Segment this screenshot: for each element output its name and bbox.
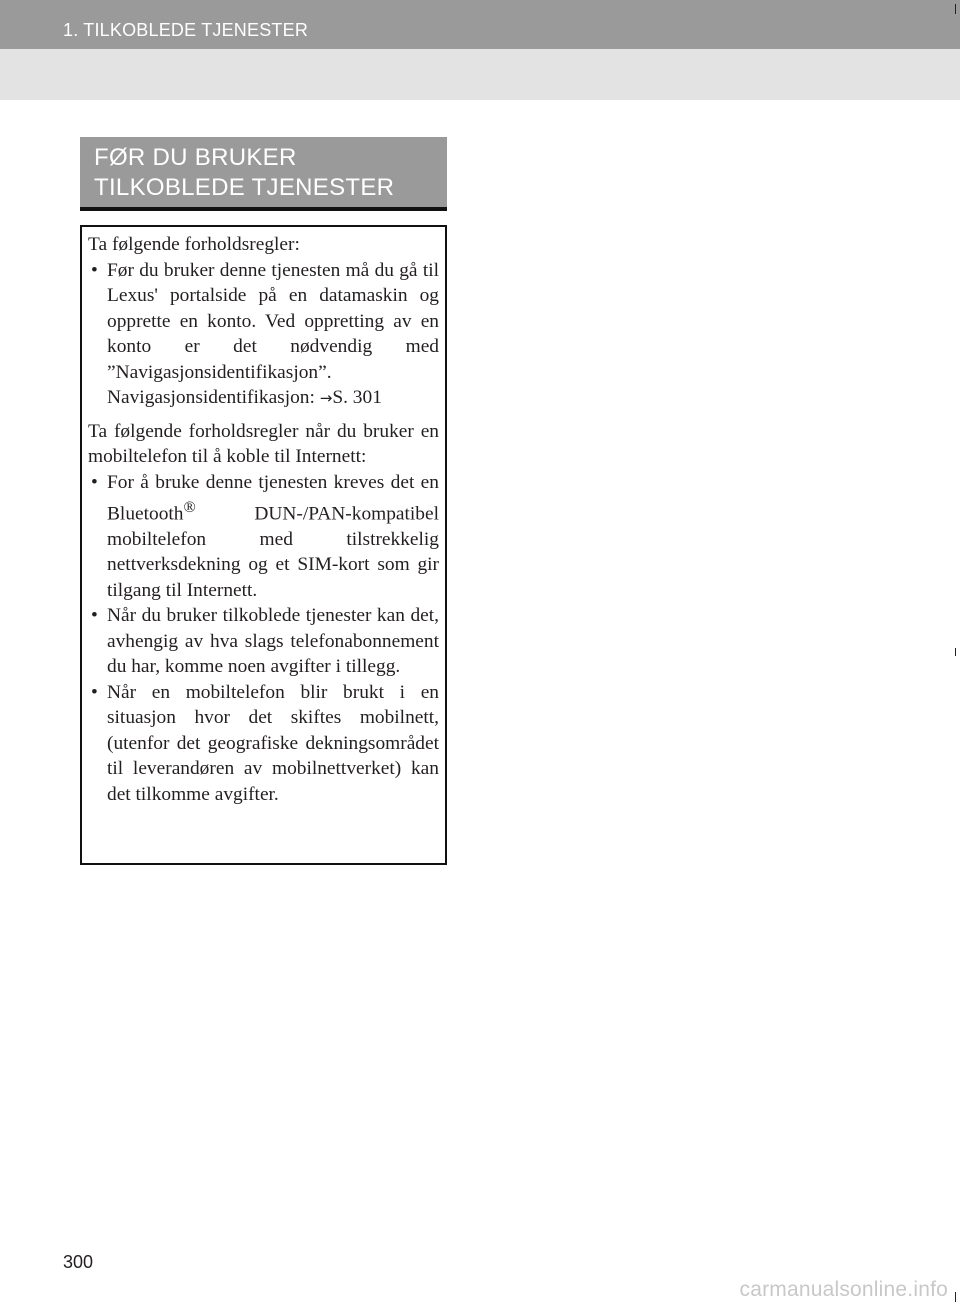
reference-page-link[interactable]: S. 301 bbox=[332, 387, 382, 408]
subheader-bar bbox=[0, 49, 960, 100]
bullet-icon: • bbox=[91, 681, 98, 703]
crop-mark bbox=[955, 1292, 956, 1302]
crop-mark bbox=[955, 648, 956, 656]
site-watermark: carmanualsonline.info bbox=[739, 1278, 948, 1301]
section-heading bbox=[80, 137, 447, 211]
list-item bbox=[88, 603, 439, 680]
page-number: 300 bbox=[63, 1252, 94, 1272]
bullet-text-start: For å bruke denne tjenesten kreves det en Bluetooth bbox=[107, 471, 439, 525]
list-item bbox=[88, 680, 439, 808]
chapter-title: 1. TILKOBLEDE TJENESTER bbox=[63, 20, 309, 40]
bullet-icon: • bbox=[91, 605, 98, 627]
bullet-icon: • bbox=[91, 259, 98, 281]
bullet-text: Når du bruker tilkoblede tjenester kan det, avhengig av hva slags telefonabonnement du har, komme noen avgifter i tillegg. bbox=[107, 605, 439, 678]
header-bar bbox=[0, 0, 960, 49]
page-reference[interactable] bbox=[107, 385, 439, 412]
bullet-text-end: DUN-/PAN-kompatibel mobiltelefon med tilstrekkelig nettverksdekning og et SIM-kort som gir tilgang til Internett. bbox=[107, 503, 439, 601]
bullet-text: Når en mobiltelefon blir brukt i en situasjon hvor det skiftes mobilnett, (utenfor det geografiske dekningsområdet til leverandøren av mobilnettverket) kan det tilkomme avgifter. bbox=[107, 681, 439, 805]
registered-mark: ® bbox=[183, 499, 196, 516]
bullet-list-2 bbox=[88, 470, 439, 808]
precautions-box bbox=[80, 225, 447, 865]
intro-paragraph-1: Ta følgende forholdsregler: bbox=[88, 234, 300, 255]
reference-label: Navigasjonsidentifikasjon: bbox=[107, 387, 315, 408]
crop-mark bbox=[955, 4, 956, 14]
section-heading-text: FØR DU BRUKER TILKOBLEDE TJENESTER bbox=[94, 144, 395, 201]
bullet-list-1 bbox=[88, 258, 439, 412]
bullet-icon: • bbox=[91, 471, 98, 493]
arrow-right-icon: → bbox=[319, 389, 333, 407]
precautions-content bbox=[88, 232, 439, 807]
list-item bbox=[88, 258, 439, 412]
list-item bbox=[88, 470, 439, 604]
bullet-text: Før du bruker denne tjenesten må du gå til Lexus' portalside på en datamaskin og opprette en konto. Ved oppretting av en konto er det nødvendig med ”Navigasjonsidentifikasjon”. bbox=[107, 259, 439, 383]
intro-paragraph-2: Ta følgende forholdsregler når du bruker en mobiltelefon til å koble til Internett: bbox=[88, 420, 439, 467]
